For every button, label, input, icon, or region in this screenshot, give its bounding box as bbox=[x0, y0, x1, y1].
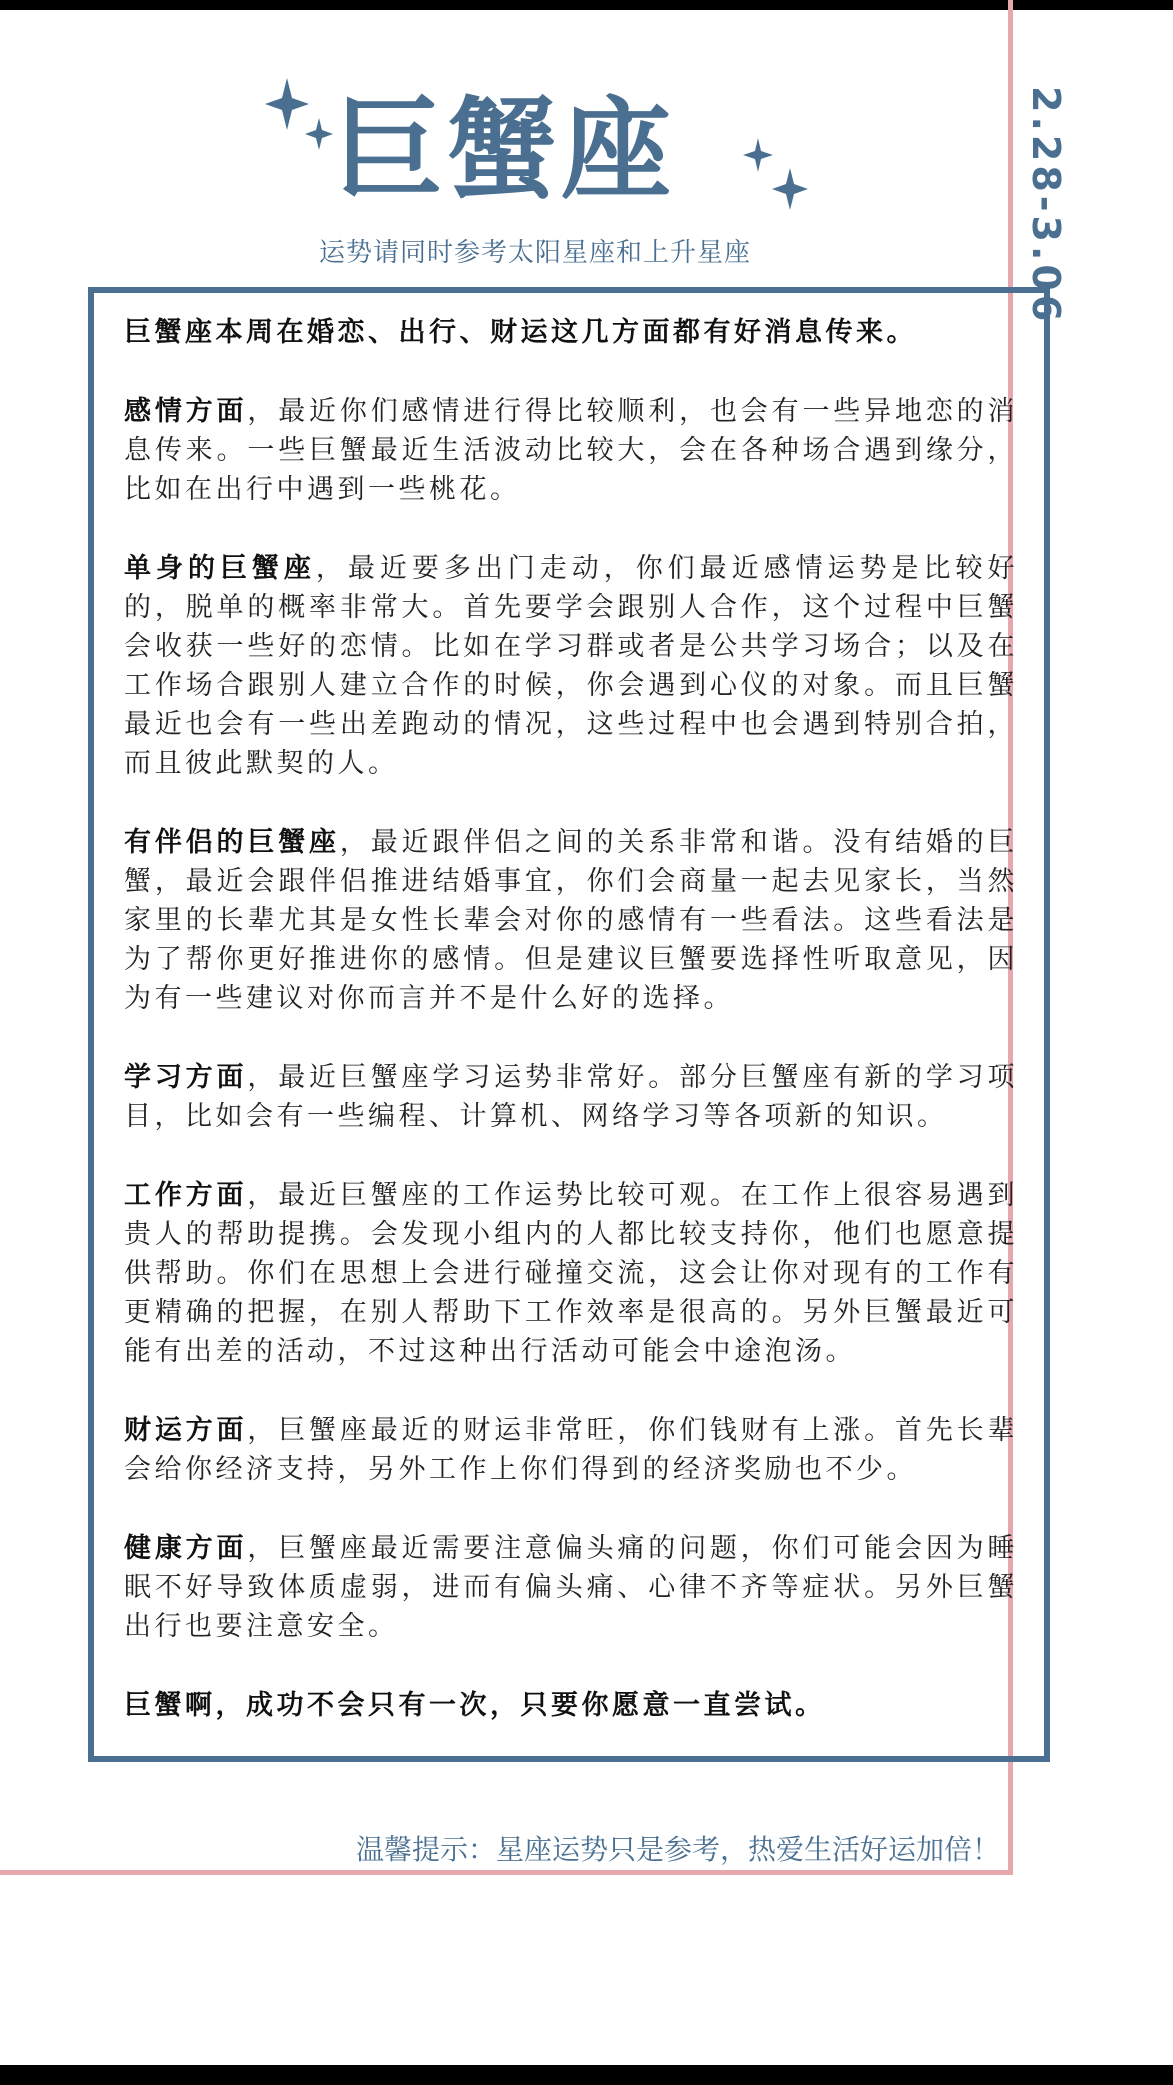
section-text: ，最近要多出门走动，你们最近感情运势是比较好的，脱单的概率非常大。首先要学会跟别人合作，这个过程中巨蟹会收获一些好的恋情。比如在学习群或者是公共学习场合；以及在工作场合跟别人建立合作的时候，你会遇到心仪的对象。而且巨蟹最近也会有一些出差跑动的情况，这些过程中也会遇到特别合拍，而且彼此默契的人。 bbox=[124, 553, 1019, 779]
section-heading: 感情方面 bbox=[124, 396, 248, 427]
section-heading: 健康方面 bbox=[124, 1533, 248, 1564]
footer-tip: 温馨提示：星座运势只是参考，热爱生活好运加倍！ bbox=[355, 1833, 1000, 1866]
section-work bbox=[124, 1176, 1018, 1371]
section-heading: 单身的巨蟹座 bbox=[124, 553, 316, 584]
date-range: 2.28-3.06 bbox=[1024, 86, 1068, 326]
section-text: ，巨蟹座最近的财运非常旺，你们钱财有上涨。首先长辈会给你经济支持，另外工作上你们得到的经济奖励也不少。 bbox=[124, 1415, 1019, 1485]
intro-text: 巨蟹座本周在婚恋、出行、财运这几方面都有好消息传来。 bbox=[124, 317, 917, 348]
page-title: 巨蟹座 bbox=[333, 86, 675, 214]
section-heading: 工作方面 bbox=[124, 1180, 248, 1211]
section-text: ，最近巨蟹座的工作运势比较可观。在工作上很容易遇到贵人的帮助提携。会发现小组内的人都比较支持你，他们也愿意提供帮助。你们在思想上会进行碰撞交流，这会让你对现有的工作有更精确的把握，在别人帮助下工作效率是很高的。另外巨蟹最近可能有出差的活动，不过这种出行活动可能会中途泡汤。 bbox=[124, 1180, 1019, 1367]
section-heading: 有伴侣的巨蟹座 bbox=[124, 827, 340, 858]
section-study bbox=[124, 1058, 1018, 1136]
section-text: ，最近跟伴侣之间的关系非常和谐。没有结婚的巨蟹，最近会跟伴侣推进结婚事宜，你们会商量一起去见家长，当然家里的长辈尤其是女性长辈会对你的感情有一些看法。这些看法是为了帮你更好推进你的感情。但是建议巨蟹要选择性听取意见，因为有一些建议对你而言并不是什么好的选择。 bbox=[124, 827, 1018, 1014]
section-partnered bbox=[124, 823, 1018, 1018]
closing-text: 巨蟹啊，成功不会只有一次，只要你愿意一直尝试。 bbox=[124, 1690, 826, 1721]
frame-line-horizontal bbox=[0, 1870, 1013, 1875]
section-text: ，最近巨蟹座学习运势非常好。部分巨蟹座有新的学习项目，比如会有一些编程、计算机、网络学习等各项新的知识。 bbox=[124, 1062, 1019, 1132]
section-heading: 财运方面 bbox=[124, 1415, 248, 1446]
section-single bbox=[124, 549, 1018, 783]
horoscope-content-box bbox=[88, 287, 1050, 1762]
section-text: ，巨蟹座最近需要注意偏头痛的问题，你们可能会因为睡眠不好导致体质虚弱，进而有偏头痛、心律不齐等症状。另外巨蟹出行也要注意安全。 bbox=[124, 1533, 1019, 1642]
section-text: ，最近你们感情进行得比较顺利，也会有一些异地恋的消息传来。一些巨蟹最近生活波动比较大，会在各种场合遇到缘分，比如在出行中遇到一些桃花。 bbox=[124, 396, 1019, 505]
section-wealth bbox=[124, 1411, 1018, 1489]
section-heading: 学习方面 bbox=[124, 1062, 248, 1093]
section-health bbox=[124, 1529, 1018, 1646]
bottom-bar bbox=[0, 2065, 1173, 2085]
title-container bbox=[0, 85, 1008, 215]
subtitle: 运势请同时参考太阳星座和上升星座 bbox=[318, 238, 751, 268]
top-status-bar bbox=[0, 0, 1173, 10]
section-love bbox=[124, 392, 1018, 509]
